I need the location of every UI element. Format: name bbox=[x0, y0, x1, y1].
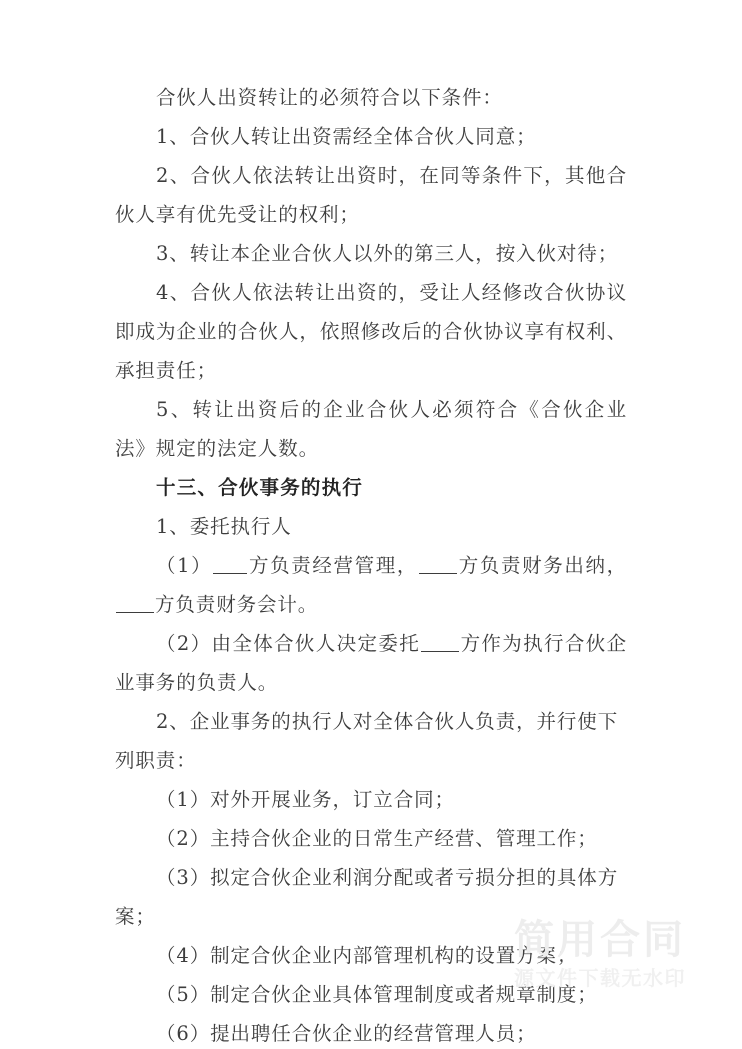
paragraph-section13-sub-1 bbox=[115, 546, 627, 624]
paragraph-duty-4: （4）制定合伙企业内部管理机构的设置方案； bbox=[156, 944, 578, 967]
watermark-subtitle-text: 源文件下载无水印 bbox=[514, 966, 686, 990]
paragraph-transfer-item-2: 2、合伙人依法转让出资时，在同等条件下，其他合伙人享有优先受让的权利； bbox=[115, 164, 627, 226]
document-text-body bbox=[115, 78, 627, 1049]
blank-field-entrusted-party[interactable] bbox=[421, 651, 459, 652]
paragraph-transfer-item-4: 4、合伙人依法转让出资的，受让人经修改合伙协议即成为企业的合伙人，依照修改后的合伙协议享有权利、承担责任； bbox=[115, 281, 627, 382]
sub-1-text-c: 方负责财务会计。 bbox=[155, 593, 319, 616]
paragraph-duty-3: （3）拟定合伙企业利润分配或者亏损分担的具体方案； bbox=[115, 866, 619, 928]
paragraph-duty-6: （6）提出聘任合伙企业的经营管理人员； bbox=[156, 1022, 537, 1045]
blank-field-cashier[interactable] bbox=[419, 573, 457, 574]
section-heading-13: 十三、合伙事务的执行 bbox=[156, 476, 364, 499]
paragraph-duty-2: （2）主持合伙企业的日常生产经营、管理工作； bbox=[156, 827, 598, 850]
paragraph-transfer-item-3: 3、转让本企业合伙人以外的第三人，按入伙对待； bbox=[156, 242, 619, 265]
sub-1-text-b: 方负责财务出纳， bbox=[458, 554, 627, 577]
watermark-brand-text: 简用合同 bbox=[514, 917, 686, 963]
paragraph-duty-1: （1）对外开展业务，订立合同； bbox=[156, 788, 455, 811]
paragraph-transfer-item-1: 1、合伙人转让出资需经全体合伙人同意； bbox=[156, 125, 537, 148]
paragraph-section13-item-1: 1、委托执行人 bbox=[156, 515, 292, 538]
sub-2-prefix: （2）由全体合伙人决定委托 bbox=[156, 632, 421, 655]
sub-1-prefix: （1） bbox=[156, 554, 213, 577]
paragraph-section13-item-2: 2、企业事务的执行人对全体合伙人负责，并行使下列职责： bbox=[115, 710, 619, 772]
sub-2-text: 方作为执行合伙企业事务的负责人。 bbox=[115, 632, 627, 694]
paragraph-intro-conditions: 合伙人出资转让的必须符合以下条件： bbox=[156, 86, 503, 109]
sub-1-text-a: 方负责经营管理， bbox=[248, 554, 418, 577]
blank-field-accounting[interactable] bbox=[116, 612, 154, 613]
paragraph-duty-5: （5）制定合伙企业具体管理制度或者规章制度； bbox=[156, 983, 598, 1006]
blank-field-management[interactable] bbox=[213, 573, 247, 574]
paragraph-transfer-item-5: 5、转让出资后的企业合伙人必须符合《合伙企业法》规定的法定人数。 bbox=[115, 398, 627, 460]
paragraph-section13-sub-2 bbox=[115, 624, 627, 702]
